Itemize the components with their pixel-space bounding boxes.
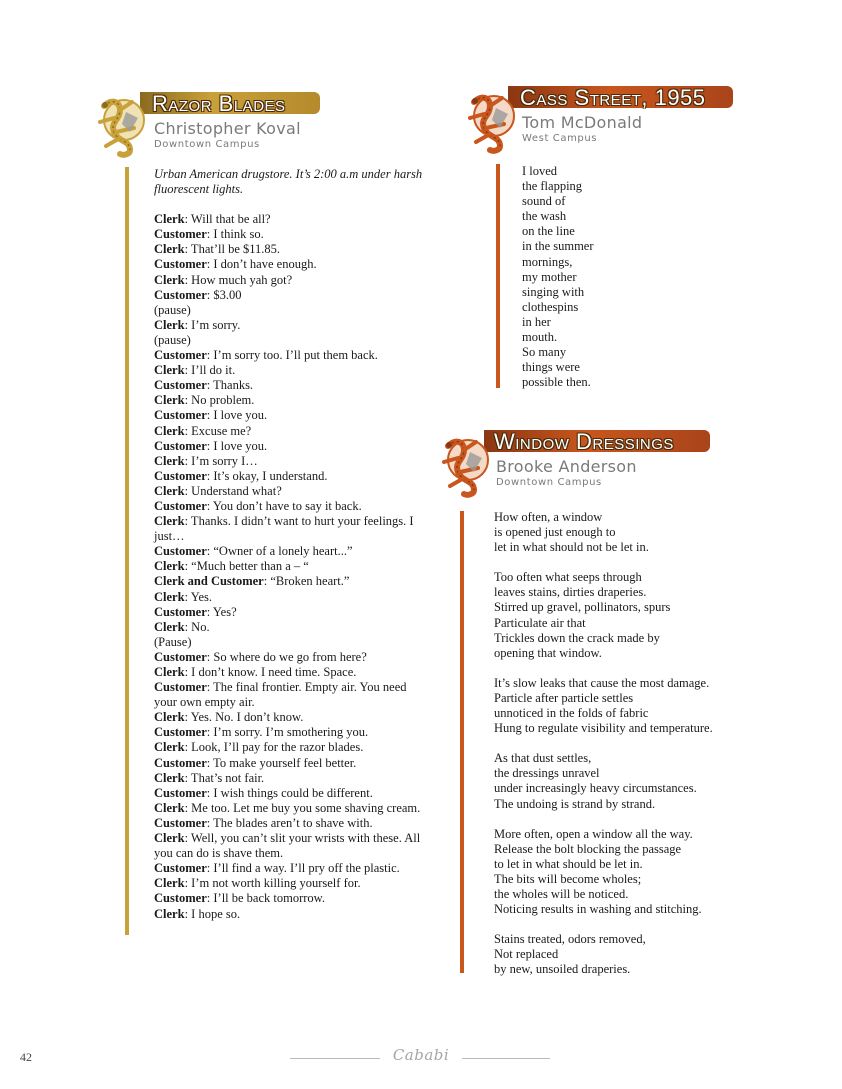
speaker-name: Clerk	[154, 483, 185, 498]
dialogue-line	[154, 831, 429, 861]
poem-line: mouth.	[522, 330, 558, 345]
speaker-name: Customer	[154, 649, 207, 664]
speaker-name: Customer	[154, 861, 207, 876]
dialogue-text: : I love you.	[206, 438, 268, 453]
poem-line: mornings,	[522, 254, 573, 269]
speaker-name: Clerk	[154, 212, 185, 227]
dialogue-text: : I don’t have enough.	[206, 257, 317, 272]
footer-divider-left	[290, 1058, 380, 1059]
dialogue-line	[154, 816, 429, 831]
dialogue-line	[154, 756, 429, 771]
gecko-medallion-icon	[434, 428, 498, 498]
poem-line: The undoing is strand by strand.	[494, 796, 656, 811]
speaker-name: Clerk	[154, 589, 185, 604]
dialogue-text: : You don’t have to say it back.	[206, 498, 362, 513]
dialogue-line	[154, 303, 429, 318]
window-dressings-poem	[494, 510, 794, 977]
piece-title: Window Dressings	[494, 429, 674, 454]
poem-line: How often, a window	[494, 510, 603, 524]
dialogue-text: : “Much better than a – “	[184, 559, 309, 574]
dialogue-text: : “Broken heart.”	[263, 574, 350, 589]
dialogue-text: : Well, you can’t slit your wrists with these. All you can do is shave them.	[154, 831, 421, 861]
dialogue-line	[154, 650, 429, 665]
dialogue-line	[154, 786, 429, 801]
poem-line: let in what should not be let in.	[494, 540, 649, 555]
dialogue-text: : Thanks. I didn’t want to hurt your feelings. I just…	[154, 514, 414, 544]
poem-line: the wash	[522, 209, 567, 224]
speaker-name: Customer	[154, 755, 207, 770]
dialogue-line	[154, 891, 429, 906]
dialogue-line	[154, 257, 429, 272]
dialogue-line	[154, 288, 429, 303]
page-number: 42	[20, 1050, 32, 1064]
speaker-name: Customer	[154, 544, 207, 559]
speaker-name: Clerk	[154, 876, 185, 891]
stanza-break	[494, 917, 794, 932]
speaker-name: Clerk	[154, 363, 185, 378]
speaker-name: Clerk	[154, 831, 185, 846]
author-name: Christopher Koval	[154, 119, 301, 138]
dialogue-text: (Pause)	[154, 634, 192, 649]
poem-line: As that dust settles,	[494, 751, 592, 766]
speaker-name: Customer	[154, 604, 207, 619]
poem-line: clothespins	[522, 299, 579, 314]
speaker-name: Clerk	[154, 453, 185, 468]
dialogue-text: : Yes?	[206, 604, 237, 619]
dialogue-text: : That’ll be $11.85.	[184, 242, 281, 257]
speaker-name: Clerk	[154, 740, 185, 755]
dialogue-text: : I wish things could be different.	[206, 785, 373, 800]
speaker-name: Customer	[154, 378, 207, 393]
speaker-name: Clerk	[154, 317, 185, 332]
stanza-break	[494, 661, 794, 676]
poem-line: the dressings unravel	[494, 766, 600, 781]
dialogue-text: : I’ll find a way. I’ll pry off the plastic.	[206, 861, 400, 876]
cass-street-poem	[522, 164, 722, 390]
gecko-medallion-icon	[460, 84, 524, 154]
poem-line: in the summer	[522, 239, 594, 254]
dialogue-line	[154, 544, 429, 559]
dialogue-line	[154, 590, 429, 605]
dialogue-line	[154, 771, 429, 786]
dialogue-line	[154, 227, 429, 242]
dialogue-text: : So where do we go from here?	[206, 649, 367, 664]
dialogue-line	[154, 876, 429, 891]
dialogue-line	[154, 318, 429, 333]
dialogue-text: : The final frontier. Empty air. You need your own empty air.	[154, 680, 407, 710]
dialogue-text: : Yes.	[184, 589, 213, 604]
dialogue-text: : That’s not fair.	[184, 770, 265, 785]
left-accent-rule	[460, 511, 464, 973]
poem-line: unnoticed in the folds of fabric	[494, 706, 649, 721]
dialogue-line	[154, 725, 429, 740]
stanza-break	[494, 812, 794, 827]
speaker-name: Customer	[154, 498, 207, 513]
dialogue-text: : No.	[184, 619, 210, 634]
dialogue-line	[154, 348, 429, 363]
poem-line: The bits will become wholes;	[494, 871, 642, 886]
dialogue-text: : Understand what?	[184, 483, 282, 498]
speaker-name: Clerk	[154, 710, 185, 725]
speaker-name: Customer	[154, 785, 207, 800]
dialogue	[154, 212, 429, 921]
dialogue-text: : I love you.	[206, 408, 268, 423]
dialogue-line	[154, 499, 429, 514]
dialogue-line	[154, 680, 429, 710]
speaker-name: Clerk	[154, 514, 185, 529]
poem-line: in her	[522, 314, 551, 329]
dialogue-line	[154, 408, 429, 423]
dialogue-line	[154, 212, 429, 227]
poem-line: Noticing results in washing and stitching.	[494, 902, 702, 917]
poem-line: leaves stains, dirties draperies.	[494, 585, 647, 600]
poem-line: Particle after particle settles	[494, 690, 634, 705]
poem-line: Hung to regulate visibility and temperature.	[494, 721, 713, 736]
dialogue-text: : I don’t know. I need time. Space.	[184, 665, 357, 679]
dialogue-line	[154, 484, 429, 499]
piece-title: Razor Blades	[152, 91, 286, 116]
poem-line: Particulate air that	[494, 615, 586, 630]
dialogue-line	[154, 454, 429, 469]
dialogue-line	[154, 620, 429, 635]
author-name: Tom McDonald	[522, 113, 643, 132]
speaker-name: Clerk and Customer	[154, 574, 264, 589]
poem-line: the flapping	[522, 179, 583, 194]
dialogue-line	[154, 574, 429, 589]
dialogue-line	[154, 439, 429, 454]
dialogue-text: : I’m sorry I…	[184, 453, 258, 468]
dialogue-line	[154, 273, 429, 288]
campus-label: West Campus	[522, 133, 598, 144]
dialogue-text: : Thanks.	[206, 378, 254, 393]
poem-line: by new, unsoiled draperies.	[494, 962, 631, 977]
dialogue-line	[154, 363, 429, 378]
speaker-name: Clerk	[154, 272, 185, 287]
dialogue-line	[154, 801, 429, 816]
poem-line: Trickles down the crack made by	[494, 630, 660, 645]
poem-line: on the line	[522, 224, 575, 239]
stage-direction: Urban American drugstore. It’s 2:00 a.m under harsh fluorescent lights.	[154, 167, 423, 197]
dialogue-line	[154, 861, 429, 876]
dialogue-text: : I’ll be back tomorrow.	[206, 891, 326, 906]
poem-line: Stains treated, odors removed,	[494, 932, 646, 947]
speaker-name: Clerk	[154, 619, 185, 634]
razor-blades-text	[154, 167, 429, 922]
poem-line: I loved	[522, 164, 558, 178]
speaker-name: Clerk	[154, 665, 185, 679]
speaker-name: Customer	[154, 438, 207, 453]
dialogue-text: (pause)	[154, 332, 191, 347]
speaker-name: Customer	[154, 348, 207, 363]
dialogue-line	[154, 605, 429, 620]
footer-divider-right	[462, 1058, 550, 1059]
poem-line: It’s slow leaks that cause the most damage.	[494, 675, 710, 690]
speaker-name: Clerk	[154, 770, 185, 785]
dialogue-text: : I’m sorry.	[184, 317, 241, 332]
dialogue-text: : Yes. No. I don’t know.	[184, 710, 304, 725]
speaker-name: Clerk	[154, 393, 185, 408]
campus-label: Downtown Campus	[496, 477, 602, 488]
dialogue-text: : The blades aren’t to shave with.	[206, 815, 373, 830]
dialogue-text: : “Owner of a lonely heart...”	[206, 544, 353, 559]
dialogue-line	[154, 514, 429, 544]
speaker-name: Clerk	[154, 242, 185, 257]
speaker-name: Clerk	[154, 559, 185, 574]
poem-line: my mother	[522, 269, 577, 284]
poem-line: More often, open a window all the way.	[494, 826, 693, 841]
poem-line: the wholes will be noticed.	[494, 886, 629, 901]
dialogue-line	[154, 378, 429, 393]
dialogue-line	[154, 333, 429, 348]
poem-line: singing with	[522, 284, 585, 299]
dialogue-text: : I’ll do it.	[184, 363, 236, 378]
dialogue-line	[154, 635, 429, 650]
dialogue-line	[154, 665, 429, 680]
left-accent-rule	[496, 164, 500, 388]
dialogue-text: (pause)	[154, 302, 191, 317]
poem-line: sound of	[522, 194, 566, 209]
poem-line: Stirred up gravel, pollinators, spurs	[494, 600, 671, 615]
stanza-break	[494, 736, 794, 751]
stanza-break	[494, 555, 794, 570]
left-accent-rule	[125, 167, 129, 935]
cababi-logo: Cababi	[392, 1046, 450, 1064]
poem-line: Release the bolt blocking the passage	[494, 841, 682, 856]
dialogue-text: : I hope so.	[184, 906, 241, 921]
speaker-name: Clerk	[154, 906, 185, 921]
speaker-name: Customer	[154, 408, 207, 423]
speaker-name: Customer	[154, 227, 207, 242]
author-name: Brooke Anderson	[496, 457, 637, 476]
dialogue-text: : I’m sorry too. I’ll put them back.	[206, 348, 378, 363]
poem-line: opening that window.	[494, 645, 602, 660]
dialogue-text: : I’m sorry. I’m smothering you.	[206, 725, 369, 740]
poem-line: Too often what seeps through	[494, 570, 642, 585]
speaker-name: Customer	[154, 891, 207, 906]
dialogue-text: : No problem.	[184, 393, 255, 408]
speaker-name: Clerk	[154, 423, 185, 438]
campus-label: Downtown Campus	[154, 139, 260, 150]
dialogue-text: : It’s okay, I understand.	[206, 468, 328, 483]
dialogue-line	[154, 242, 429, 257]
dialogue-text: : I’m not worth killing yourself for.	[184, 876, 361, 891]
dialogue-text: : Will that be all?	[184, 212, 271, 227]
poem-line: under increasingly heavy circumstances.	[494, 781, 697, 796]
speaker-name: Customer	[154, 468, 207, 483]
dialogue-line	[154, 907, 429, 922]
dialogue-text: : Look, I’ll pay for the razor blades.	[184, 740, 364, 755]
poem-line: to let in what should be let in.	[494, 856, 643, 871]
poem-line: things were	[522, 360, 580, 375]
poem-line: is opened just enough to	[494, 525, 616, 540]
dialogue-line	[154, 740, 429, 755]
dialogue-text: : How much yah got?	[184, 272, 293, 287]
dialogue-text: : I think so.	[206, 227, 264, 242]
dialogue-text: : To make yourself feel better.	[206, 755, 357, 770]
dialogue-text: : Me too. Let me buy you some shaving cream.	[184, 800, 421, 815]
speaker-name: Customer	[154, 287, 207, 302]
poem-line: Not replaced	[494, 947, 559, 962]
dialogue-line	[154, 469, 429, 484]
dialogue-line	[154, 559, 429, 574]
gecko-medallion-icon	[90, 88, 154, 158]
dialogue-line	[154, 424, 429, 439]
dialogue-line	[154, 393, 429, 408]
speaker-name: Customer	[154, 680, 207, 695]
piece-title: Cass Street, 1955	[520, 85, 706, 110]
poem-line: possible then.	[522, 375, 591, 390]
poem-line: So many	[522, 345, 567, 360]
dialogue-line	[154, 710, 429, 725]
speaker-name: Customer	[154, 725, 207, 740]
dialogue-text: : Excuse me?	[184, 423, 252, 438]
speaker-name: Clerk	[154, 800, 185, 815]
speaker-name: Customer	[154, 815, 207, 830]
speaker-name: Customer	[154, 257, 207, 272]
dialogue-text: : $3.00	[206, 287, 242, 302]
